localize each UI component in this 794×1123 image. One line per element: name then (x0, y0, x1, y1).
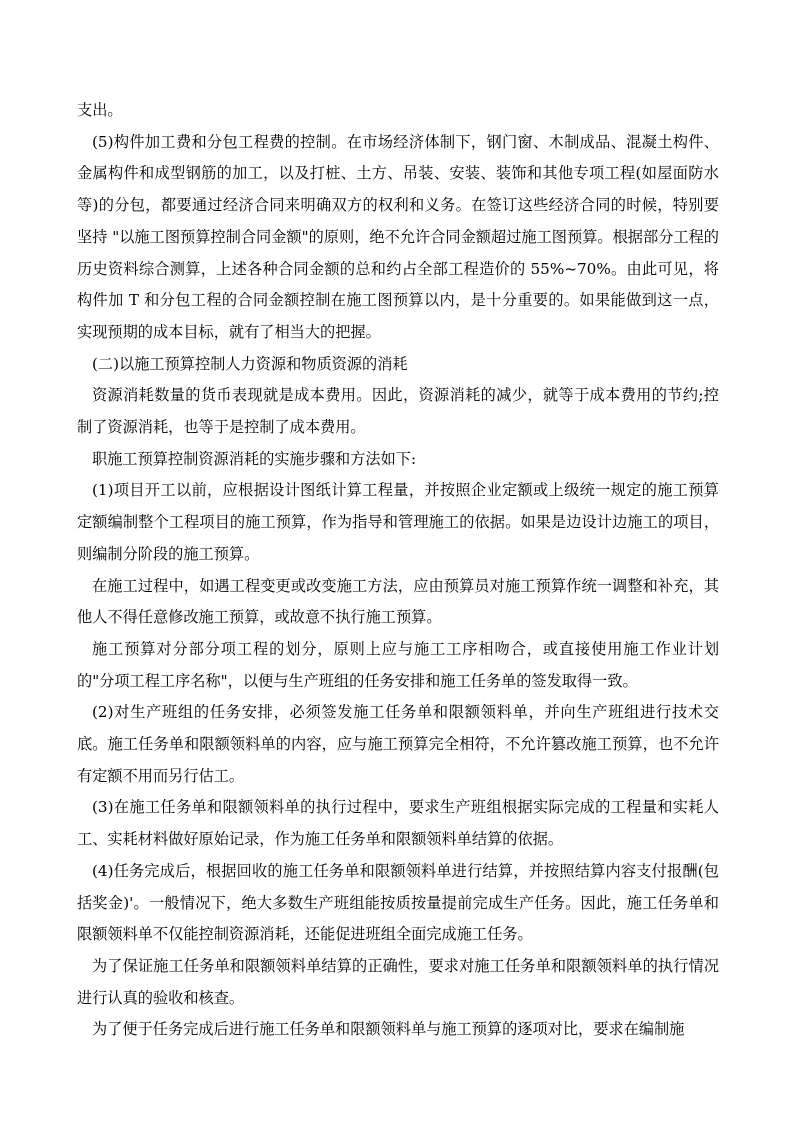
paragraph-step-3: (3)在施工任务单和限额领料单的执行过程中，要求生产班组根据实际完成的工程量和实耗人工、实耗材料做好原始记录，作为施工任务单和限额领料单结算的依据。 (77, 798, 719, 849)
paragraph-step-2: (2)对生产班组的任务安排，必须签发施工任务单和限额领料单，并向生产班组进行技术交底。施工任务单和限额领料单的内容，应与施工预算完全相符，不允许篡改施工预算，也不允许有定额不用而另行估工。 (77, 703, 719, 785)
section-heading-2: (二)以施工预算控制人力资源和物质资源的消耗 (92, 354, 408, 373)
paragraph-division: 施工预算对分部分项工程的划分，原则上应与施工工序相吻合，或直接使用施工作业计划的"分项工程工序名称"，以便与生产班组的任务安排和施工任务单的签发取得一致。 (77, 639, 719, 690)
document-page (77, 95, 719, 1046)
paragraph-comparison: 为了便于任务完成后进行施工任务单和限额领料单与施工预算的逐项对比，要求在编制施 (92, 1020, 685, 1039)
paragraph-change-handling: 在施工过程中，如遇工程变更或改变施工方法，应由预算员对施工预算作统一调整和补充，其他人不得任意修改施工预算，或故意不执行施工预算。 (77, 576, 719, 627)
paragraph-steps-intro: 职施工预算控制资源消耗的实施步骤和方法如下: (92, 449, 417, 468)
paragraph-resource-cost: 资源消耗数量的货币表现就是成本费用。因此，资源消耗的减少，就等于成本费用的节约;控制了资源消耗，也等于是控制了成本费用。 (77, 386, 719, 437)
paragraph-continuation: 支出。 (77, 101, 123, 119)
paragraph-step-4: (4)任务完成后，根据回收的施工任务单和限额领料单进行结算，并按照结算内容支付报酬(包括奖金)'。一般情况下，绝大多数生产班组能按质按量提前完成生产任务。因此，施工任务单和限额领料单不仅能控制资源消耗，还能促进班组全面完成施工任务。 (77, 861, 719, 944)
paragraph-step-1: (1)项目开工以前，应根据设计图纸计算工程量，并按照企业定额或上级统一规定的施工预算定额编制整个工程项目的施工预算，作为指导和管理施工的依据。如果是边设计边施工的项目，则编制分阶段的施工预算。 (77, 481, 719, 563)
paragraph-item-5-subcontract-control: (5)构件加工费和分包工程费的控制。在市场经济体制下，钢门窗、木制成品、混凝土构件、金属构件和成型钢筋的加工，以及打桩、土方、吊装、安装、装饰和其他专项工程(如屋面防水等)的分包，都要通过经济合同来明确双方的权利和义务。在签订这些经济合同的时候，特别要坚持 "以施工图预算控制合同金额"的原则，绝不允许合同金额超过施工图预算。根据部分工程的历史资料综合测算，上述各种合同金额的总和约占全部工程造价的 55%~70%。由此可见，将构件加 T 和分包工程的合同金额控制在施工图预算以内，是十分重要的。如果能做到这一点，实现预期的成本目标，就有了相当大的把握。 (77, 132, 719, 341)
paragraph-verification: 为了保证施工任务单和限额领料单结算的正确性，要求对施工任务单和限额领料单的执行情况进行认真的验收和核查。 (77, 956, 719, 1007)
